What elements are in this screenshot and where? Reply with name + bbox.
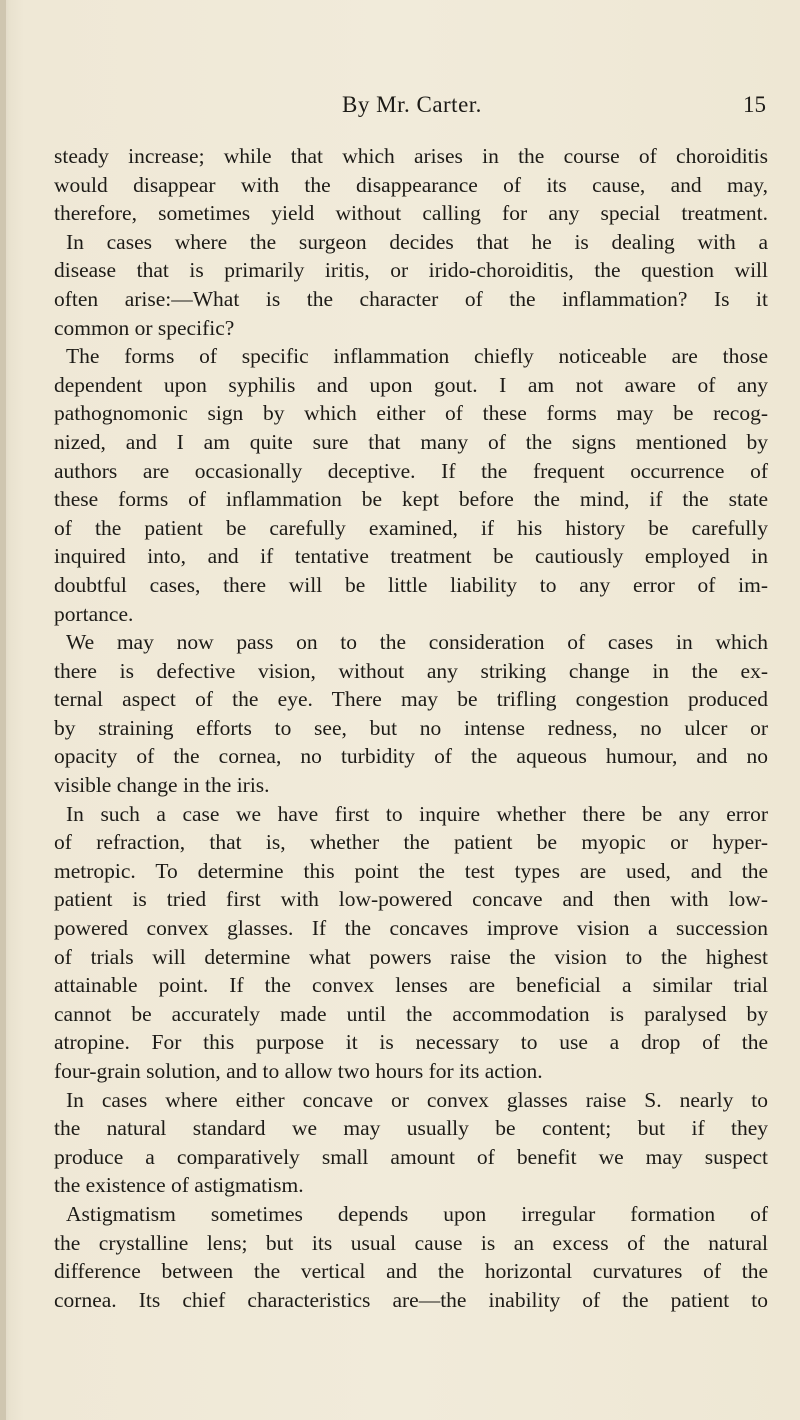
text-line: patient is tried first with low-powered concave and then with low- [54,887,768,912]
text-line: portance. [54,601,134,626]
text-line: of trials will determine what powers raise the vision to the highest [54,944,768,969]
text-line: cannot be accurately made until the accommodation is paralysed by [54,1001,768,1026]
text-line: often arise:—What is the character of the inflammation? Is it [54,286,768,311]
page-number: 15 [743,92,766,117]
text-line: produce a comparatively small amount of benefit we may suspect [54,1144,768,1169]
text-line: pathognomonic sign by which either of these forms may be recog- [54,401,768,426]
text-line: authors are occasionally deceptive. If the frequent occurrence of [54,458,768,483]
text-line: difference between the vertical and the horizontal curvatures of the [54,1259,768,1284]
text-line: dependent upon syphilis and upon gout. I am not aware of any [54,372,768,397]
page-header [52,92,772,122]
text-line: doubtful cases, there will be little liability to any error of im- [54,572,768,597]
text-line: disease that is primarily iritis, or irido-choroiditis, the question will [54,258,768,283]
text-line: The forms of specific inflammation chiefly noticeable are those [66,344,768,369]
text-line: In such a case we have first to inquire whether there be any error [66,801,768,826]
text-line: metropic. To determine this point the test types are used, and the [54,858,768,883]
text-line: opacity of the cornea, no turbidity of the aqueous humour, and no [54,744,768,769]
text-line: steady increase; while that which arises in the course of choroiditis [54,144,768,168]
text-line: inquired into, and if tentative treatment be cautiously employed in [54,544,768,569]
text-line: the crystalline lens; but its usual cause is an excess of the natural [54,1230,768,1255]
text-line: would disappear with the disappearance of its cause, and may, [54,172,768,197]
text-line: common or specific? [54,315,235,340]
text-line: In cases where the surgeon decides that he is dealing with a [66,229,768,254]
running-head: By Mr. Carter. [342,92,482,117]
text-line: Astigmatism sometimes depends upon irregular formation of [66,1201,768,1226]
text-line: there is defective vision, without any striking change in the ex- [54,658,768,683]
text-line: ternal aspect of the eye. There may be trifling congestion produced [54,687,768,712]
page-gutter [0,0,6,1420]
text-line: four-grain solution, and to allow two hours for its action. [54,1059,543,1083]
text-line: In cases where either concave or convex glasses raise S. nearly to [66,1087,768,1112]
text-line: cornea. Its chief characteristics are—the inability of the patient to [54,1287,768,1312]
text-line: by straining efforts to see, but no intense redness, no ulcer or [54,715,768,740]
text-line: of the patient be carefully examined, if his history be carefully [54,515,768,540]
text-line: nized, and I am quite sure that many of the signs mentioned by [54,429,768,454]
text-line: the existence of astigmatism. [54,1173,304,1198]
text-line: of refraction, that is, whether the patient be myopic or hyper- [54,830,768,855]
text-line: We may now pass on to the consideration of cases in which [66,630,768,655]
text-line: atropine. For this purpose it is necessary to use a drop of the [54,1030,768,1055]
text-line: powered convex glasses. If the concaves improve vision a succession [54,916,768,941]
text-line: the natural standard we may usually be content; but if they [54,1116,768,1141]
body-text [54,142,768,1314]
text-line: attainable point. If the convex lenses are beneficial a similar trial [54,973,768,998]
text-line: these forms of inflammation be kept before the mind, if the state [54,487,768,512]
text-line: visible change in the iris. [54,773,270,798]
text-line: therefore, sometimes yield without calling for any special treatment. [54,201,768,226]
